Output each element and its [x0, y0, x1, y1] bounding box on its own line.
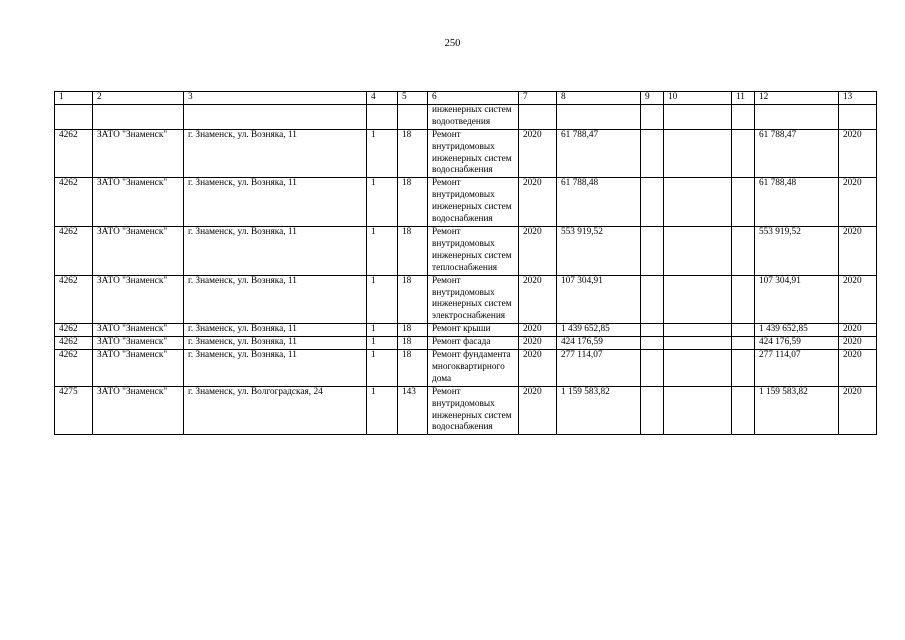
- cell-object-id: 4262: [55, 324, 93, 337]
- cell-col-4: [367, 104, 398, 129]
- cell-col-10: [664, 386, 732, 435]
- cell-col-11: [732, 350, 755, 387]
- cell-address: г. Знаменск, ул. Возняка, 11: [184, 226, 367, 275]
- cell-col-11: [732, 129, 755, 178]
- cell-completion-year: 2020: [839, 337, 877, 350]
- table-body: [55, 104, 877, 434]
- cell-col-11: [732, 324, 755, 337]
- cell-col-4: 1: [367, 324, 398, 337]
- cell-completion-year: 2020: [839, 275, 877, 324]
- cell-col-4: 1: [367, 226, 398, 275]
- cell-cost-total: 424 176,59: [557, 337, 641, 350]
- cell-col-4: 1: [367, 275, 398, 324]
- table-row: [55, 350, 877, 387]
- cell-work-type: Ремонт фасада: [428, 337, 519, 350]
- cell-object-id: 4262: [55, 178, 93, 227]
- cell-col-4: 1: [367, 129, 398, 178]
- cell-year: 2020: [519, 386, 557, 435]
- cell-address: [184, 104, 367, 129]
- cell-municipality: ЗАТО "Знаменск": [93, 226, 184, 275]
- cell-col-11: [732, 386, 755, 435]
- table-row: [55, 178, 877, 227]
- cell-municipality: ЗАТО "Знаменск": [93, 324, 184, 337]
- cell-completion-year: 2020: [839, 178, 877, 227]
- header-cell: 13: [839, 92, 877, 105]
- cell-completion-year: 2020: [839, 324, 877, 337]
- cell-col-5: 18: [398, 324, 428, 337]
- cell-col-5: 143: [398, 386, 428, 435]
- cell-cost-fund: 61 788,48: [755, 178, 839, 227]
- cell-cost-total: 277 114,07: [557, 350, 641, 387]
- header-cell: 11: [732, 92, 755, 105]
- cell-col-4: 1: [367, 386, 398, 435]
- cell-completion-year: [839, 104, 877, 129]
- cell-municipality: [93, 104, 184, 129]
- table-row: [55, 129, 877, 178]
- cell-address: г. Знаменск, ул. Возняка, 11: [184, 129, 367, 178]
- cell-address: г. Знаменск, ул. Возняка, 11: [184, 350, 367, 387]
- cell-col-10: [664, 350, 732, 387]
- cell-municipality: ЗАТО "Знаменск": [93, 350, 184, 387]
- cell-col-10: [664, 178, 732, 227]
- page-number: 250: [444, 38, 461, 49]
- header-cell: 2: [93, 92, 184, 105]
- table-row: [55, 226, 877, 275]
- cell-completion-year: 2020: [839, 350, 877, 387]
- cell-col-11: [732, 275, 755, 324]
- cell-cost-total: 61 788,48: [557, 178, 641, 227]
- cell-col-9: [641, 386, 664, 435]
- cell-col-11: [732, 226, 755, 275]
- cell-work-type: Ремонт внутридомовых инженерных систем водоснабжения: [428, 129, 519, 178]
- cell-year: 2020: [519, 350, 557, 387]
- cell-address: г. Знаменск, ул. Возняка, 11: [184, 178, 367, 227]
- cell-work-type: Ремонт внутридомовых инженерных систем водоснабжения: [428, 386, 519, 435]
- cell-col-9: [641, 350, 664, 387]
- cell-col-10: [664, 226, 732, 275]
- cell-cost-fund: 277 114,07: [755, 350, 839, 387]
- cell-year: 2020: [519, 275, 557, 324]
- cell-year: 2020: [519, 178, 557, 227]
- cell-work-type: Ремонт внутридомовых инженерных систем электроснабжения: [428, 275, 519, 324]
- cell-municipality: ЗАТО "Знаменск": [93, 386, 184, 435]
- cell-work-type: Ремонт крыши: [428, 324, 519, 337]
- cell-object-id: [55, 104, 93, 129]
- cell-col-5: 18: [398, 178, 428, 227]
- cell-cost-total: 553 919,52: [557, 226, 641, 275]
- cell-work-type: Ремонт внутридомовых инженерных систем теплоснабжения: [428, 226, 519, 275]
- cell-municipality: ЗАТО "Знаменск": [93, 275, 184, 324]
- cell-municipality: ЗАТО "Знаменск": [93, 178, 184, 227]
- cell-year: 2020: [519, 226, 557, 275]
- cell-col-5: [398, 104, 428, 129]
- cell-object-id: 4262: [55, 129, 93, 178]
- cell-cost-total: 1 159 583,82: [557, 386, 641, 435]
- cell-address: г. Знаменск, ул. Волгоградская, 24: [184, 386, 367, 435]
- cell-cost-fund: 553 919,52: [755, 226, 839, 275]
- cell-address: г. Знаменск, ул. Возняка, 11: [184, 324, 367, 337]
- cell-object-id: 4262: [55, 337, 93, 350]
- header-cell: 7: [519, 92, 557, 105]
- header-cell: 5: [398, 92, 428, 105]
- capital-repair-table: [54, 91, 877, 435]
- header-row: [55, 92, 877, 105]
- header-cell: 10: [664, 92, 732, 105]
- table-row: [55, 324, 877, 337]
- cell-cost-total: 1 439 652,85: [557, 324, 641, 337]
- cell-col-5: 18: [398, 275, 428, 324]
- cell-cost-fund: 107 304,91: [755, 275, 839, 324]
- cell-work-type: инженерных систем водоотведения: [428, 104, 519, 129]
- cell-cost-total: 61 788,47: [557, 129, 641, 178]
- cell-col-9: [641, 104, 664, 129]
- cell-year: 2020: [519, 324, 557, 337]
- table-header: [55, 92, 877, 105]
- table-row: [55, 337, 877, 350]
- cell-object-id: 4262: [55, 275, 93, 324]
- cell-col-5: 18: [398, 226, 428, 275]
- header-cell: 8: [557, 92, 641, 105]
- cell-col-9: [641, 129, 664, 178]
- cell-year: [519, 104, 557, 129]
- cell-col-4: 1: [367, 178, 398, 227]
- cell-col-9: [641, 337, 664, 350]
- cell-col-5: 18: [398, 350, 428, 387]
- cell-year: 2020: [519, 129, 557, 178]
- cell-col-9: [641, 226, 664, 275]
- cell-col-10: [664, 275, 732, 324]
- cell-address: г. Знаменск, ул. Возняка, 11: [184, 337, 367, 350]
- cell-col-10: [664, 337, 732, 350]
- cell-year: 2020: [519, 337, 557, 350]
- header-cell: 6: [428, 92, 519, 105]
- cell-col-11: [732, 337, 755, 350]
- cell-completion-year: 2020: [839, 386, 877, 435]
- header-cell: 1: [55, 92, 93, 105]
- cell-col-4: 1: [367, 350, 398, 387]
- header-cell: 4: [367, 92, 398, 105]
- cell-work-type: Ремонт фундамента многоквартирного дома: [428, 350, 519, 387]
- cell-col-9: [641, 324, 664, 337]
- cell-object-id: 4262: [55, 350, 93, 387]
- header-cell: 9: [641, 92, 664, 105]
- cell-completion-year: 2020: [839, 129, 877, 178]
- cell-address: г. Знаменск, ул. Возняка, 11: [184, 275, 367, 324]
- cell-col-10: [664, 129, 732, 178]
- header-cell: 3: [184, 92, 367, 105]
- cell-col-11: [732, 104, 755, 129]
- cell-col-10: [664, 104, 732, 129]
- cell-municipality: ЗАТО "Знаменск": [93, 129, 184, 178]
- cell-col-9: [641, 275, 664, 324]
- cell-cost-fund: 1 439 652,85: [755, 324, 839, 337]
- header-cell: 12: [755, 92, 839, 105]
- cell-work-type: Ремонт внутридомовых инженерных систем водоснабжения: [428, 178, 519, 227]
- cell-cost-fund: 61 788,47: [755, 129, 839, 178]
- table-row: [55, 275, 877, 324]
- cell-cost-fund: [755, 104, 839, 129]
- cell-municipality: ЗАТО "Знаменск": [93, 337, 184, 350]
- cell-cost-fund: 1 159 583,82: [755, 386, 839, 435]
- cell-cost-total: [557, 104, 641, 129]
- cell-cost-total: 107 304,91: [557, 275, 641, 324]
- cell-col-9: [641, 178, 664, 227]
- table-row: [55, 104, 877, 129]
- cell-col-4: 1: [367, 337, 398, 350]
- table-row: [55, 386, 877, 435]
- cell-object-id: 4262: [55, 226, 93, 275]
- cell-col-5: 18: [398, 129, 428, 178]
- cell-col-11: [732, 178, 755, 227]
- cell-col-10: [664, 324, 732, 337]
- cell-completion-year: 2020: [839, 226, 877, 275]
- cell-col-5: 18: [398, 337, 428, 350]
- cell-object-id: 4275: [55, 386, 93, 435]
- cell-cost-fund: 424 176,59: [755, 337, 839, 350]
